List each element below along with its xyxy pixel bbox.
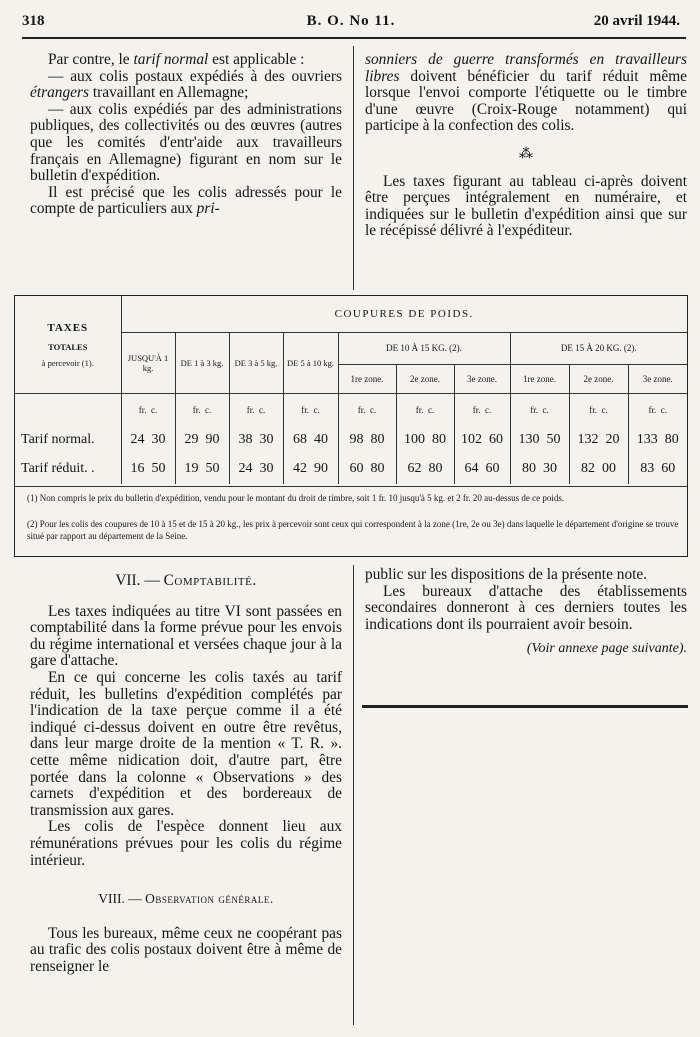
zone-header: 2e zone. bbox=[569, 364, 628, 393]
taxes-label: TAXES bbox=[47, 321, 89, 334]
percevoir-label: à percevoir (1). bbox=[41, 357, 94, 368]
tariff-table-box bbox=[14, 295, 688, 557]
table-cell: 60 80 bbox=[338, 455, 396, 484]
top-left-column bbox=[30, 52, 342, 218]
paragraph: Tous les bureaux, même ceux ne coopérant pas au trafic des colis postaux doivent être à même de renseigner le bbox=[30, 924, 342, 975]
table-cell: 80 30 bbox=[510, 455, 569, 484]
table-cell: 133 80 bbox=[636, 432, 679, 448]
group-10-15kg: DE 10 À 15 KG. (2). bbox=[338, 333, 510, 365]
paragraph: Les bureaux d'attache des établissements secondaires donneront à ces derniers toutes les indications dont ils pourraient avoir besoin. bbox=[365, 582, 687, 633]
section-heading-vii: VII. — Comptabilité. bbox=[115, 572, 257, 589]
col-header-3-5kg: DE 3 à 5 kg. bbox=[229, 333, 283, 394]
table-cell: 24 30 bbox=[121, 425, 175, 454]
page-number: 318 bbox=[22, 13, 45, 29]
annex-reference: (Voir annexe page suivante). bbox=[526, 641, 687, 657]
paragraph: En ce qui concerne les colis taxés au tarif réduit, les bulletins d'expédition complétés par l'indication de la taxe perçue comme il a été indiqué ci-dessus doivent en outre être revêtus, dans leur marge droite de la mention « T. R. ». cette même nidication doit, d'autre part, être portée dans la colonne « Observations » des carnets d'expédition et des bordereaux de transmission aux gares. bbox=[30, 668, 342, 819]
totales-label: TOTALES bbox=[48, 341, 88, 352]
column-divider bbox=[353, 46, 354, 290]
table-cell: 102 60 bbox=[454, 425, 510, 454]
table-cell: 62 80 bbox=[396, 455, 454, 484]
zone-header: 1re zone. bbox=[338, 364, 396, 393]
table-cell: 100 80 bbox=[396, 425, 454, 454]
top-right-column bbox=[365, 52, 687, 240]
table-cell: 82 00 bbox=[569, 455, 628, 484]
col-header-1-3kg: DE 1 à 3 kg. bbox=[175, 333, 229, 394]
table-cell: 24 30 bbox=[229, 455, 283, 484]
section-heading-viii: VIII. — Observation générale. bbox=[98, 891, 274, 907]
table-cell: 38 30 bbox=[229, 425, 283, 454]
list-item: — aux colis expédiés par des administrations publiques, des collectivités ou des œuvres (autres que les comités d'entr'aide aux travailleurs français en Allemagne) figurant en nom sur le bulletin d'expédition. bbox=[30, 100, 342, 185]
list-item: — aux colis postaux expédiés à des ouvriers étrangers travaillant en Allemagne; bbox=[30, 67, 342, 102]
table-cell: 83 60 bbox=[640, 461, 676, 477]
table-cell: 19 50 bbox=[175, 455, 229, 484]
paragraph: Les taxes indiquées au titre VI sont passées en comptabilité dans la forme prévue pour les envois du régime international et versées chaque jour à la gare d'attache. bbox=[30, 602, 342, 670]
paragraph: Par contre, le tarif normal est applicable : bbox=[48, 51, 305, 68]
paragraph: public sur les dispositions de la présente note. bbox=[365, 566, 648, 583]
header-rule bbox=[22, 37, 686, 39]
group-15-20kg: DE 15 À 20 KG. (2). bbox=[510, 333, 687, 365]
table-cell: 42 90 bbox=[283, 455, 338, 484]
table-cell: 29 90 bbox=[175, 425, 229, 454]
col-header-1kg: JUSQU'À 1 kg. bbox=[121, 333, 175, 394]
table-row bbox=[15, 455, 687, 484]
paragraph: Il est précisé que les colis adressés pour le compte de particuliers aux pri- bbox=[30, 183, 342, 218]
footnote-2: (2) Pour les colis des coupures de 10 à 15 et de 15 à 20 kg., les prix à percevoir sont ceux qui correspondent à la zone (1re, 2e ou 3e) dans laquelle le département d'origine se trouve situé par rapport au département de la Seine. bbox=[27, 519, 679, 541]
paragraph: Les colis de l'espèce donnent lieu aux rémunérations prévues pour les colis du régime intérieur. bbox=[30, 818, 342, 869]
zone-header: 3e zone. bbox=[642, 373, 673, 384]
paragraph: sonniers de guerre transformés en travailleurs libres doivent bénéficier du tarif réduit même lorsque l'envoi comporte l'étiquette ou le timbre d'une œuvre (Croix-Rouge notamment) qui participe à la confection des colis. bbox=[365, 51, 687, 135]
table-cell: 64 60 bbox=[454, 455, 510, 484]
column-divider bbox=[353, 565, 354, 1025]
paragraph: Les taxes figurant au tableau ci-après doivent être perçues intégralement en numéraire, et indiquées sur le bulletin d'expédition ainsi que sur le récépissé délivré à l'expéditeur. bbox=[365, 172, 687, 240]
table-row bbox=[15, 425, 687, 454]
publication-title: B. O. No 11. bbox=[306, 13, 396, 29]
table-cell: 132 20 bbox=[569, 425, 628, 454]
bottom-left-column bbox=[30, 573, 342, 975]
row-label: Tarif réduit. . bbox=[15, 455, 121, 484]
bottom-right-column bbox=[365, 567, 687, 658]
tariff-table bbox=[15, 296, 687, 484]
table-cell: 98 80 bbox=[338, 425, 396, 454]
taxes-header-cell bbox=[15, 296, 121, 394]
coupures-header: COUPURES DE POIDS. bbox=[121, 296, 687, 333]
zone-header: 2e zone. bbox=[396, 364, 454, 393]
col-header-5-10kg: DE 5 à 10 kg. bbox=[283, 333, 338, 394]
zone-header: 1re zone. bbox=[510, 364, 569, 393]
table-cell: 16 50 bbox=[121, 455, 175, 484]
table-cell: 68 40 bbox=[283, 425, 338, 454]
page-header bbox=[22, 13, 680, 33]
footnote-1: (1) Non compris le prix du bulletin d'expédition, vendu pour le montant du droit de timbre, soit 1 fr. 10 jusqu'à 5 kg. et 2 fr. 20 au-dessus de ce poids. bbox=[27, 493, 565, 503]
asterism: ⁂ bbox=[519, 146, 533, 162]
end-rule bbox=[362, 705, 688, 708]
publication-date: 20 avril 1944. bbox=[593, 13, 680, 29]
units-row: fr. c. fr. c. fr. c. fr. c. fr. c. fr. c. fr. c. fr. c. fr. c. fr. c. bbox=[15, 394, 687, 426]
row-label: Tarif normal. bbox=[15, 425, 121, 454]
zone-header: 3e zone. bbox=[454, 364, 510, 393]
table-cell: 130 50 bbox=[510, 425, 569, 454]
